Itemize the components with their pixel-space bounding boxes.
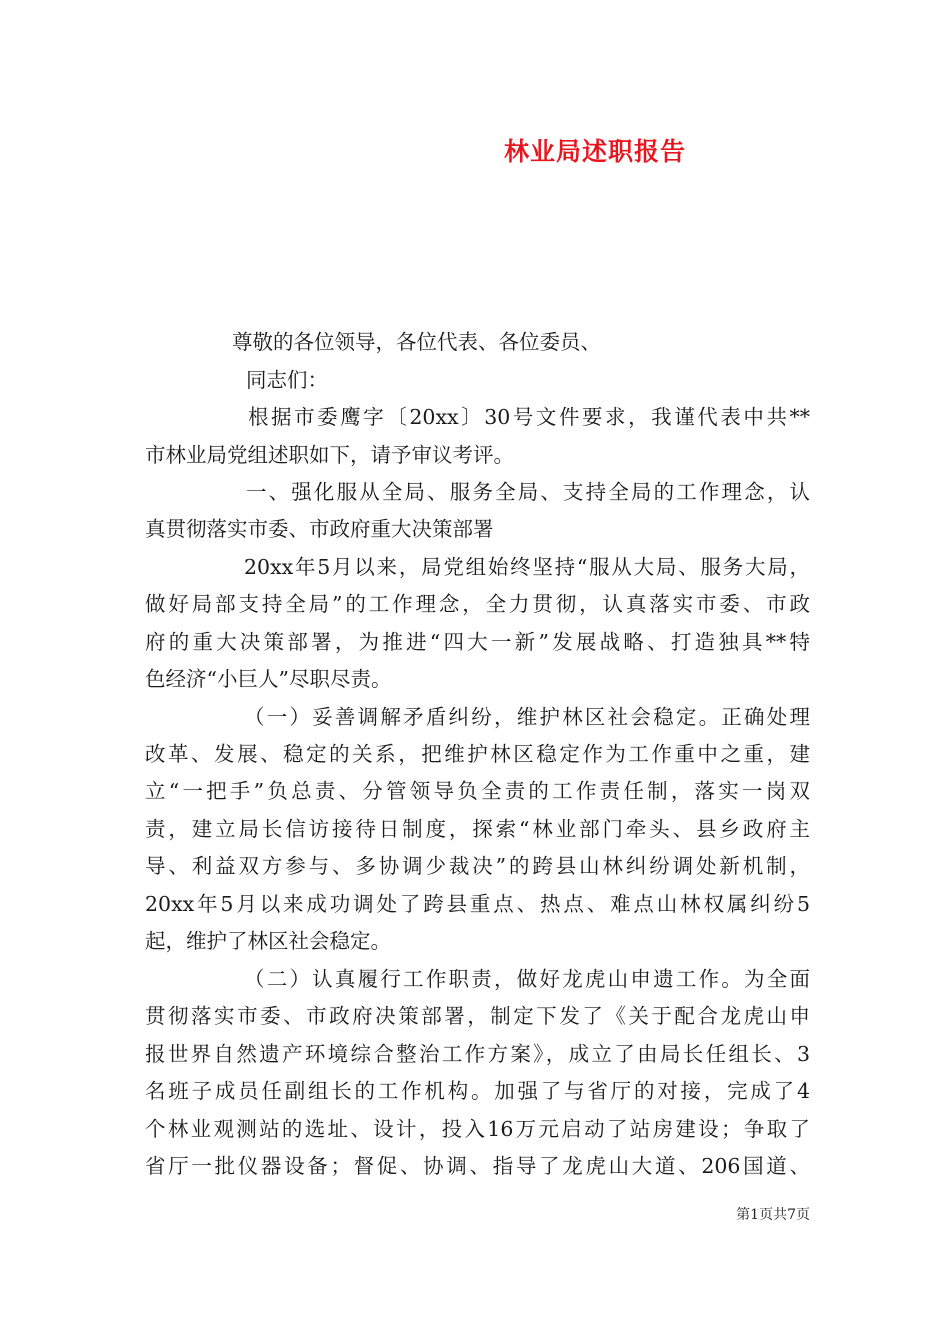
salutation-2: 同志们： <box>246 368 328 392</box>
body-line: 市林业局党组述职如下，请予审议考评。 <box>145 443 514 467</box>
page-number: 第1页共7页 <box>736 1207 810 1223</box>
body-line: 个林业观测站的选址、设计，投入16万元启动了站房建设；争取了 <box>145 1117 810 1141</box>
subsection-line: （二）认真履行工作职责，做好龙虎山申遗工作。为全面 <box>244 967 810 991</box>
document-title: 林业局述职报告 <box>503 137 686 166</box>
body-line: 府的重大决策部署，为推进“四大一新”发展战略、打造独具**特 <box>145 630 810 654</box>
body-line: 立“一把手”负总责、分管领导负全责的工作责任制，落实一岗双 <box>145 779 810 803</box>
body-line: 做好局部支持全局”的工作理念，全力贯彻，认真落实市委、市政 <box>145 592 810 616</box>
body-line: 责，建立局长信访接待日制度，探索“林业部门牵头、县乡政府主 <box>145 817 810 841</box>
section-heading: 真贯彻落实市委、市政府重大决策部署 <box>145 517 494 541</box>
body-line: 20xx年5月以来，局党组始终坚持“服从大局、服务大局， <box>244 555 810 579</box>
body-line: 起，维护了林区社会稳定。 <box>145 929 391 953</box>
body-line: 色经济“小巨人”尽职尽责。 <box>145 667 392 691</box>
body-line: 贯彻落实市委、市政府决策部署，制定下发了《关于配合龙虎山申 <box>145 1004 810 1028</box>
subsection-line: （一）妥善调解矛盾纠纷，维护林区社会稳定。正确处理 <box>244 705 810 729</box>
body-line: 20xx年5月以来成功调处了跨县重点、热点、难点山林权属纠纷5 <box>145 892 810 916</box>
section-heading: 一、强化服从全局、服务全局、支持全局的工作理念，认 <box>246 480 810 504</box>
body-line: 名班子成员任副组长的工作机构。加强了与省厅的对接，完成了4 <box>145 1079 810 1103</box>
body-line: 改革、发展、稳定的关系，把维护林区稳定作为工作重中之重，建 <box>145 742 810 766</box>
body-line: 导、利益双方参与、多协调少裁决”的跨县山林纠纷调处新机制， <box>145 854 810 878</box>
body-line: 报世界自然遗产环境综合整治工作方案》，成立了由局长任组长、3 <box>145 1042 810 1066</box>
body-line: 省厅一批仪器设备；督促、协调、指导了龙虎山大道、206国道、 <box>145 1154 810 1178</box>
body-line: 根据市委鹰字〔20xx〕30号文件要求，我谨代表中共** <box>248 405 810 429</box>
salutation: 尊敬的各位领导，各位代表、各位委员、 <box>232 330 601 354</box>
